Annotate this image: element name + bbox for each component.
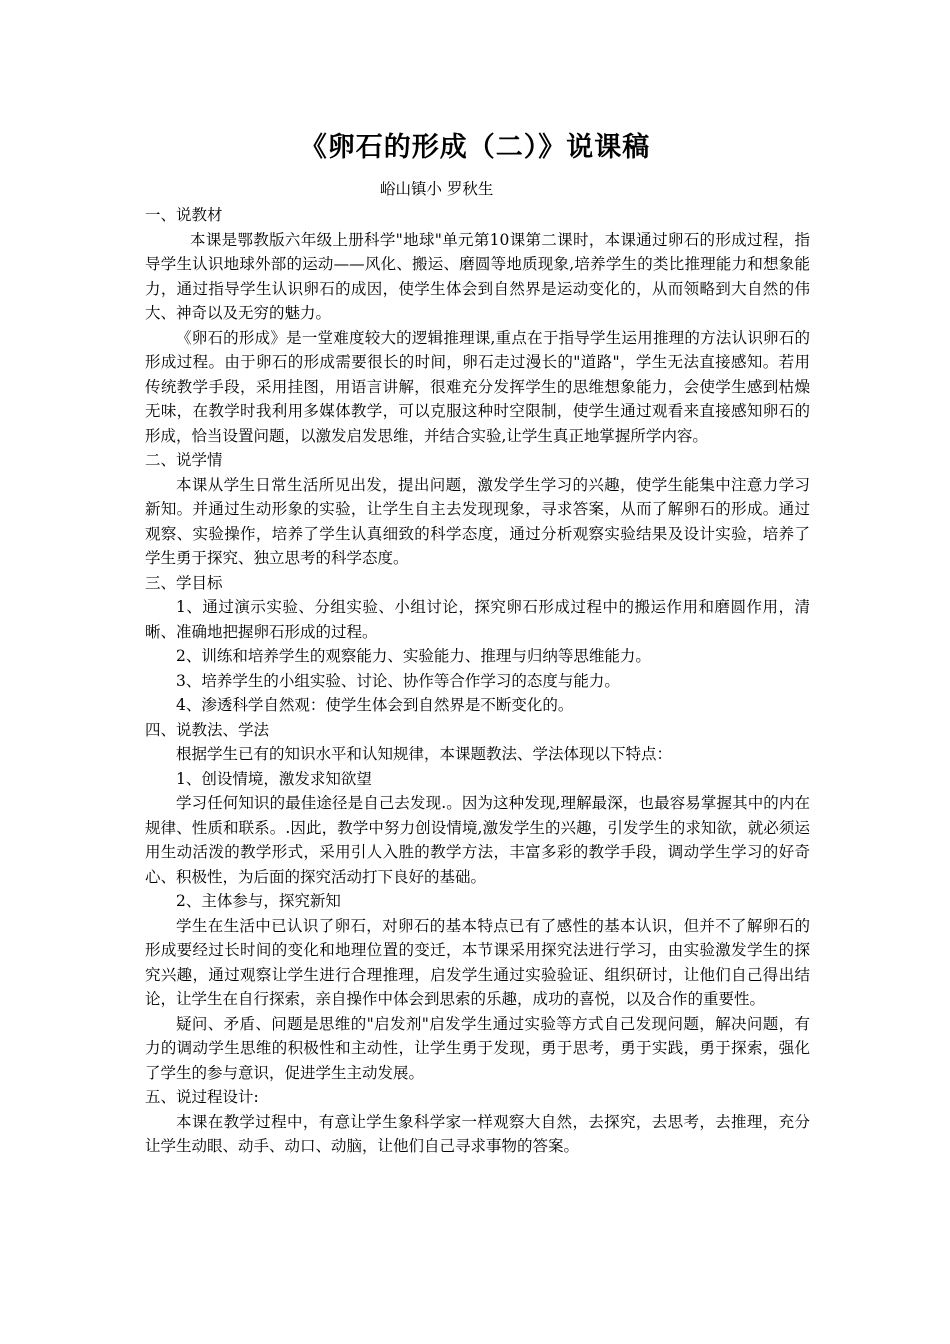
paragraph: 《卵石的形成》是一堂难度较大的逻辑推理课,重点在于指导学生运用推理的方法认识卵石的形成过程。由于卵石的形成需要很长的时间，卵石走过漫长的"道路"，学生无法直接感知。若用传统教学手段，采用挂图，用语言讲解，很难充分发挥学生的思维想象能力，会使学生感到枯燥无味，在教学时我利用多媒体教学，可以克服这种时空限制，使学生通过观看来直接感知卵石的形成，恰当设置问题，以激发启发思维，并结合实验,让学生真正地掌握所学内容。 <box>145 328 810 445</box>
section-heading-methods: 四、说教法、学法 <box>145 720 270 739</box>
document-title: 《卵石的形成（二）》说课稿 <box>299 132 651 163</box>
section-heading-textbook: 一、说教材 <box>145 206 223 224</box>
paragraph: 本课在教学过程中，有意让学生象科学家一样观察大自然，去探究，去思考，去推理，充分让学生动眼、动手、动口、动脑，让他们自己寻求事物的答案。 <box>145 1112 810 1155</box>
paragraph: 疑问、矛盾、问题是思维的"启发剂"启发学生通过实验等方式自己发现问题，解决问题，有力的调动学生思维的积极性和主动性，让学生勇于发现，勇于思考，勇于实践，勇于探索，强化了学生的参与意识，促进学生主动发展。 <box>145 1014 810 1082</box>
objective-item: 2、训练和培养学生的观察能力、实验能力、推理与归纳等思维能力。 <box>176 647 651 665</box>
subheading: 1、创设情境，激发求知欲望 <box>176 769 372 788</box>
paragraph: 学生在生活中已认识了卵石，对卵石的基本特点已有了感性的基本认识，但并不了解卵石的形成要经过长时间的变化和地理位置的变迁，本节课采用探究法进行学习，由实验激发学生的探究兴趣，通过观察让学生进行合理推理，启发学生通过实验验证、组织研讨，让他们自己得出结论，让学生在自行探索，亲自操作中体会到思索的乐趣，成功的喜悦，以及合作的重要性。 <box>145 916 810 1008</box>
subheading: 2、主体参与，探究新知 <box>176 892 341 910</box>
document-author: 峪山镇小 罗秋生 <box>380 180 494 198</box>
paragraph: 本课是鄂教版六年级上册科学"地球"单元第10课第二课时，本课通过卵石的形成过程，指导学生认识地球外部的运动——风化、搬运、磨圆等地质现象,培养学生的类比推理能力和想象能力，通过指导学生认识卵石的成因，使学生体会到自然界是运动变化的，从而领略到大自然的伟大、神奇以及无穷的魅力。 <box>145 230 810 322</box>
section-heading-process: 五、说过程设计: <box>145 1088 259 1106</box>
section-heading-objectives: 三、学目标 <box>145 573 223 592</box>
objective-item: 1、通过演示实验、分组实验、小组讨论，探究卵石形成过程中的搬运作用和磨圆作用，清晰、准确地把握卵石形成的过程。 <box>145 598 810 641</box>
section-heading-students: 二、说学情 <box>145 451 223 469</box>
objective-item: 4、渗透科学自然观：使学生体会到自然界是不断变化的。 <box>176 696 574 714</box>
objective-item: 3、培养学生的小组实验、讨论、协作等合作学习的态度与能力。 <box>176 671 620 690</box>
paragraph: 本课从学生日常生活所见出发，提出问题，激发学生学习的兴趣，使学生能集中注意力学习新知。并通过生动形象的实验，让学生自主去发现现象，寻求答案，从而了解卵石的形成。通过观察、实验操作，培养了学生认真细致的科学态度，通过分析观察实验结果及设计实验，培养了学生勇于探究、独立思考的科学态度。 <box>145 475 810 567</box>
paragraph: 根据学生已有的知识水平和认知规律，本课题教法、学法体现以下特点： <box>176 745 673 763</box>
paragraph: 学习任何知识的最佳途径是自己去发现.。因为这种发现,理解最深，也最容易掌握其中的内在规律、性质和联系。.因此，教学中努力创设情境,激发学生的兴趣，引发学生的求知欲，就必须运用生动活泼的教学形式，采用引人入胜的教学方法，丰富多彩的教学手段，调动学生学习的好奇心、积极性，为后面的探究活动打下良好的基础。 <box>145 794 810 886</box>
document-body <box>145 203 810 1159</box>
